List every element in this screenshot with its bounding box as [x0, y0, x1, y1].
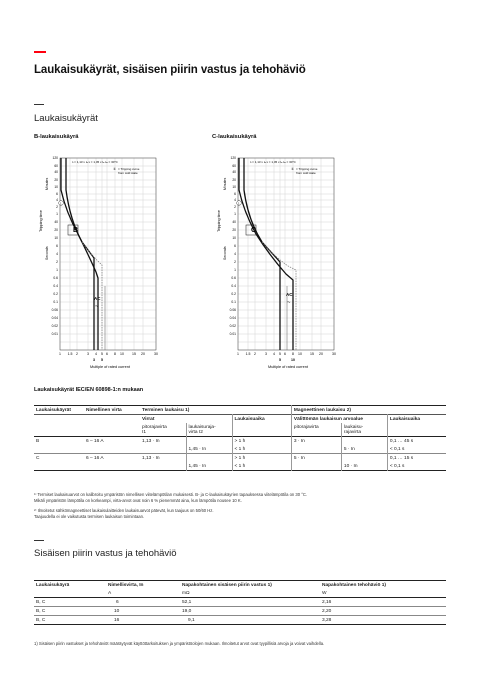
- y-tick-label: 20: [54, 228, 58, 233]
- y-tick-label: 0.1: [53, 300, 58, 305]
- x-tick-label: 30: [154, 352, 158, 356]
- x-tick-label: 1: [237, 352, 239, 356]
- table1-note2: ²⁾ Ilmoitetut sähkömagneettiset laukaisulaitteiden laukaisuarvot pätevät, kun taajuus on 50/60 Hz. Taajuudella ei ole vaikutusta termisen laukaisun toimintaan.: [34, 508, 214, 519]
- x-tick-label: 8: [114, 352, 116, 356]
- chart-c: [208, 150, 358, 372]
- y-tick-label: 1: [56, 212, 58, 217]
- b-ylabel-sec: Seconds: [45, 246, 49, 260]
- chart-c-title: C-laukaisukäyrä: [212, 134, 257, 140]
- th-thermal: Terminen laukaisu 1): [142, 407, 190, 413]
- th-trip-limit: laukaisuraja-: [188, 424, 216, 430]
- c-ac-label: AC: [286, 292, 293, 297]
- y-tick-label: 6: [56, 244, 58, 249]
- th-trip1: Laukaisuaika: [232, 415, 291, 424]
- x-tick-label: 15: [310, 352, 314, 356]
- unit-rated: A: [108, 590, 112, 596]
- th2-loss: Napakohtainen tehohäviö 1): [322, 582, 386, 588]
- y-tick-label: 40: [54, 220, 58, 225]
- b-x-extra-1: 3: [93, 358, 95, 362]
- section-divider: [34, 104, 44, 105]
- y-tick-label: 2: [56, 260, 58, 265]
- x-tick-label: 6: [284, 352, 286, 356]
- b-params: tᵢ = 1,13 x Iₙ tᵢ = 1,45 x Iₙ tᵢₙ = 30°C: [72, 160, 118, 164]
- y-tick-label: 20: [232, 178, 236, 183]
- y-tick-label: 0.01: [51, 332, 58, 337]
- c-xlabel: Multiple of rated current: [268, 365, 308, 369]
- x-tick-label: 5: [101, 352, 103, 356]
- b-ac-label: AC: [94, 296, 101, 301]
- x-tick-label: 4: [273, 352, 275, 356]
- y-tick-label: 120: [52, 156, 58, 161]
- y-tick-label: 2: [234, 205, 236, 210]
- y-tick-label: 6: [234, 192, 236, 197]
- y-tick-label: 10: [232, 236, 236, 241]
- y-tick-label: 0.04: [229, 316, 236, 321]
- b-legend-line1: = Tripping curve: [118, 167, 140, 171]
- svg-text:~: ~: [95, 304, 99, 310]
- b-ylabel: Tripping time: [39, 210, 43, 232]
- unit-loss: W: [322, 590, 327, 596]
- th-trip2: Laukaisuaika: [387, 415, 446, 424]
- table2-note: 1) Sisäisen piirin vastukset ja tehohäviöt määräytyvät käyttöttarkoituksen ja ympäristöolojen mukaan. Ilmoitetut arvot ovat tyypillisiä arvoja ja voivat vaihdella.: [34, 641, 325, 646]
- y-tick-label: 0.6: [53, 276, 58, 281]
- unit-res: mΩ: [182, 590, 190, 596]
- x-tick-label: 8: [292, 352, 294, 356]
- b-ylabel-min: Minutes: [45, 177, 49, 190]
- th-hold2: pitorajavirta: [291, 423, 341, 437]
- y-tick-label: 0.04: [51, 316, 58, 321]
- y-tick-label: 10: [232, 185, 236, 190]
- y-tick-label: 40: [54, 170, 58, 175]
- table1-caption: Laukaisukäyrät IEC/EN 60898-1:n mukaan: [34, 387, 144, 393]
- y-tick-label: 0.01: [229, 332, 236, 337]
- section-divider: [34, 540, 44, 541]
- b-curve-letter: B: [73, 227, 79, 234]
- table-row: 1,45 · In < 1 h 10 · In < 0,1 s: [34, 462, 446, 471]
- section-heading-resistance: Sisäisen piirin vastus ja tehohäviö: [34, 548, 177, 559]
- x-tick-label: 3: [265, 352, 267, 356]
- c-ring-label: 1: [238, 201, 240, 206]
- b-legend-num: ①: [113, 167, 116, 171]
- table-row: B, C 6 52,1 2,16: [34, 598, 446, 607]
- chart-b-title: B-laukaisukäyrä: [34, 134, 79, 140]
- th-trip-limit2: laukaisu-: [343, 424, 364, 430]
- y-tick-label: 0.06: [51, 308, 58, 313]
- x-tick-label: 3: [87, 352, 89, 356]
- x-tick-label: 20: [141, 352, 145, 356]
- y-tick-label: 20: [54, 178, 58, 183]
- svg-text:~: ~: [287, 300, 291, 306]
- y-tick-label: 0.06: [229, 308, 236, 313]
- y-tick-label: 1: [234, 268, 236, 273]
- y-tick-label: 4: [234, 252, 236, 257]
- y-tick-label: 1: [56, 268, 58, 273]
- tripping-table: [34, 405, 446, 471]
- table-row: 1,45 · In < 1 h 5 · In < 0,1 s: [34, 445, 446, 454]
- c-ylabel-min: Minutes: [223, 177, 227, 190]
- x-tick-label: 6: [106, 352, 108, 356]
- c-curve-letter: C: [251, 227, 257, 234]
- y-tick-label: 4: [56, 252, 58, 257]
- c-params: tᵢ = 1,13 x Iₙ tᵢ = 1,45 x Iₙ tᵢₙ = 30°C: [250, 160, 296, 164]
- y-tick-label: 2: [56, 205, 58, 210]
- y-tick-label: 0.4: [231, 284, 236, 289]
- table-row: C 6 – 16 A 1,13 · In > 1 h 5 · In 0,1 … 15 s: [34, 454, 446, 463]
- th2-res: Napakohtainen sisäisen piirin vastus 1): [182, 582, 272, 588]
- y-tick-label: 0.2: [231, 292, 236, 297]
- th-trip-limit-sub: virta I2: [188, 429, 203, 435]
- x-tick-label: 15: [132, 352, 136, 356]
- x-tick-label: 5: [279, 352, 281, 356]
- b-xlabel: Multiple of rated current: [90, 365, 130, 369]
- th-instant: Välittömän laukaisun arvoalue: [291, 415, 387, 424]
- y-tick-label: 6: [234, 244, 236, 249]
- y-tick-label: 1: [234, 212, 236, 217]
- x-tick-label: 20: [319, 352, 323, 356]
- x-tick-label: 30: [332, 352, 336, 356]
- x-tick-label: 1: [59, 352, 61, 356]
- c-x-extra-1: 5: [279, 358, 281, 362]
- th-hold-sub: I1: [142, 429, 147, 435]
- x-tick-label: 1.5: [67, 352, 73, 356]
- x-tick-label: 10: [298, 352, 302, 356]
- x-tick-label: 2: [254, 352, 256, 356]
- th-curve: Laukaisukäyrät: [36, 407, 71, 413]
- y-tick-label: 6: [56, 192, 58, 197]
- y-tick-label: 40: [232, 220, 236, 225]
- th-magnetic: Magneettinen laukaisu 2): [291, 406, 446, 415]
- table-row: B, C 10 19,0 2,20: [34, 607, 446, 616]
- table1-note1: ¹⁾ Termiset laukaisuarvot on kalibroitu ympäristön nimellisen viitelämpötilan mukaisesti. B- ja C-laukaisukäyrien tapauksessa viitelämpötila on 30 °C. Mikäli ympäristön lämpötila on korkeampi, virta-arvot ovat noin 6 % pienemmät aina, kun lämpötila nousee 10 K.: [34, 492, 308, 503]
- c-legend-line2: from cold state: [296, 171, 316, 175]
- y-tick-label: 4: [56, 198, 58, 203]
- table-row: B, C 16 9,1 3,28: [34, 616, 446, 625]
- y-tick-label: 60: [232, 164, 236, 169]
- th-rated: Nimellinen virta: [86, 407, 122, 413]
- y-tick-label: 0.02: [229, 324, 236, 329]
- c-ylabel-sec: Seconds: [223, 246, 227, 260]
- b-x-extra-2: 5: [101, 358, 103, 362]
- accent-dash: [34, 51, 46, 53]
- x-tick-label: 10: [120, 352, 124, 356]
- y-tick-label: 2: [234, 260, 236, 265]
- y-tick-label: 10: [54, 185, 58, 190]
- x-tick-label: 4: [95, 352, 97, 356]
- y-tick-label: 40: [232, 170, 236, 175]
- y-tick-label: 60: [54, 164, 58, 169]
- c-legend-line1: = Tripping curve: [296, 167, 318, 171]
- y-tick-label: 0.4: [53, 284, 58, 289]
- th-hold: pitorajavirta: [142, 424, 167, 430]
- table-row: B 6 – 16 A 1,13 · In > 1 h 3 · In 0,1 … 45 s: [34, 437, 446, 446]
- y-tick-label: 0.2: [53, 292, 58, 297]
- th2-rated: Nimellisvirta, In: [108, 582, 144, 588]
- th-currents: Virrat: [142, 416, 155, 422]
- th2-curve: Laukaisukäyrä: [36, 582, 70, 588]
- y-tick-label: 0.1: [231, 300, 236, 305]
- b-ring-label: 1: [60, 201, 62, 206]
- y-tick-label: 4: [234, 198, 236, 203]
- c-legend-num: ①: [291, 167, 294, 171]
- y-tick-label: 0.6: [231, 276, 236, 281]
- y-tick-label: 0.02: [51, 324, 58, 329]
- section-heading-curves: Laukaisukäyrät: [34, 113, 98, 124]
- page-title: Laukaisukäyrät, sisäisen piirin vastus ja tehohäviö: [34, 64, 306, 76]
- b-legend-line2: from cold state: [118, 171, 138, 175]
- y-tick-label: 10: [54, 236, 58, 241]
- resistance-table: [34, 580, 446, 625]
- x-tick-label: 2: [76, 352, 78, 356]
- x-tick-label: 1.5: [245, 352, 251, 356]
- y-tick-label: 120: [230, 156, 236, 161]
- c-ylabel: Tripping time: [217, 210, 221, 232]
- c-x-extra-2: 10: [291, 358, 295, 362]
- chart-b: [30, 150, 180, 372]
- th-trip-limit2-sub: rajavirta: [343, 429, 361, 435]
- y-tick-label: 20: [232, 228, 236, 233]
